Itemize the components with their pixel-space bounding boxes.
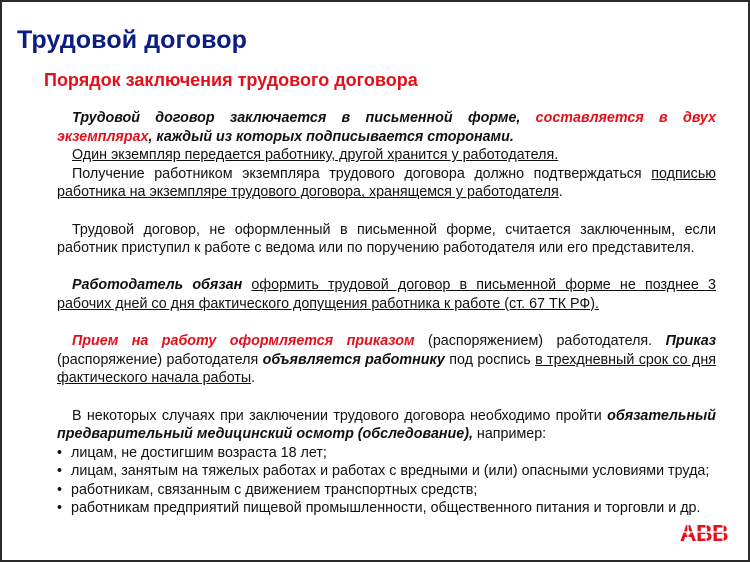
text-not-written: Трудовой договор, не оформленный в письменной форме, считается заключенным, если работник приступил к работе с ведома или по поручению работодателя или его представителя. <box>57 221 716 257</box>
text-one-copy: Один экземпляр передается работнику, другой хранится у работодателя. <box>72 147 559 164</box>
text-for-example: например: <box>472 426 547 443</box>
page-title: Трудовой договор <box>17 26 247 54</box>
text-written-form: Трудовой договор заключается в письменной форме, <box>72 110 536 126</box>
paragraph-not-written <box>57 221 716 258</box>
abb-logo-icon <box>676 521 732 543</box>
bullet-icon: • <box>57 500 63 517</box>
bullet-icon: • <box>57 463 63 480</box>
bullet-icon: • <box>57 481 63 498</box>
text-receipt: Получение работником экземпляра трудового договора должно подтверждаться <box>72 165 652 182</box>
list-item-text: лицам, не достигшим возраста 18 лет; <box>71 444 327 461</box>
text-signature: подписью работника на экземпляре трудового договора, хранящемся у работодателя <box>57 165 716 201</box>
text-employer-obliged: Работодатель обязан <box>72 277 243 294</box>
text-two-copies: составляется в двух экземплярах <box>57 110 716 145</box>
text-order: Приказ <box>665 333 716 350</box>
spacer <box>57 388 716 407</box>
spacer <box>57 314 716 333</box>
paragraph-one-copy <box>57 146 716 165</box>
spacer <box>57 258 716 277</box>
section-subtitle: Порядок заключения трудового договора <box>44 70 418 90</box>
text-order-employer: (распоряжением) работодателя. <box>414 333 666 350</box>
text-period: . <box>558 184 563 201</box>
text-signed-by-parties: , каждый из которых подписывается сторонами. <box>148 128 514 145</box>
list-item-text: работникам предприятий пищевой промышленности, общественного питания и торговли и др. <box>71 500 701 517</box>
list-item <box>57 444 716 463</box>
list-item <box>57 462 716 481</box>
bullet-icon: • <box>57 444 63 461</box>
text-three-day-period: в трехдневный срок со дня фактического начала работы <box>57 351 716 387</box>
text-announced: объявляется работнику <box>262 351 445 368</box>
list-item <box>57 499 716 518</box>
svg-text:ABB: ABB <box>679 521 729 543</box>
list-item <box>57 481 716 500</box>
text-period: . <box>251 370 256 387</box>
paragraph-medical <box>57 407 716 444</box>
paragraph-receipt <box>57 165 716 202</box>
text-medical-exam: обязательный предварительный медицинский осмотр (обследование), <box>57 407 716 443</box>
text-order-employer-2: (распоряжение) работодателя <box>57 351 263 368</box>
text-signature-receipt: под роспись <box>444 351 536 368</box>
text-three-days: оформить трудовой договор в письменной форме не позднее 3 рабочих дней со дня фактического допущения работника к работе (ст. 67 ТК РФ). <box>57 277 716 312</box>
text-some-cases: В некоторых случаях при заключении трудового договора необходимо пройти <box>72 407 608 424</box>
paragraph-written-form <box>57 109 716 146</box>
list-item-text: работникам, связанным с движением транспортных средств; <box>71 481 478 498</box>
medical-list <box>57 444 716 518</box>
paragraph-employer-obliged <box>57 276 716 313</box>
paragraph-hiring-order <box>57 332 716 388</box>
list-item-text: лицам, занятым на тяжелых работах и работах с вредными и (или) опасными условиями труда; <box>71 463 710 480</box>
slide-body <box>57 109 716 518</box>
text-hiring-order: Прием на работу оформляется приказом <box>72 333 415 350</box>
spacer <box>57 202 716 221</box>
